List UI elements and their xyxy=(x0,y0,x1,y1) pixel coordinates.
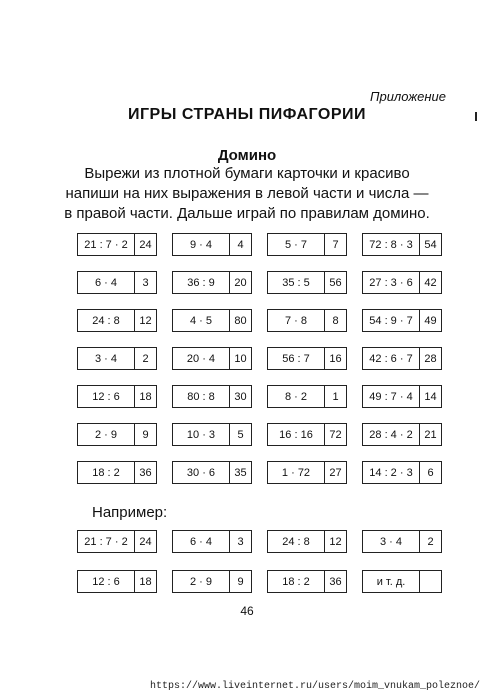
card-expression: 3 · 4 xyxy=(78,348,135,369)
card-number: 36 xyxy=(139,466,152,479)
domino-card xyxy=(77,309,157,332)
domino-card xyxy=(172,233,252,256)
card-number: 24 xyxy=(139,238,152,251)
card-number: 2 xyxy=(142,352,149,365)
card-expression: 16 : 16 xyxy=(268,424,325,445)
card-expression: 2 · 9 xyxy=(78,424,135,445)
card-number: 35 xyxy=(234,466,247,479)
card-number: 12 xyxy=(329,535,342,548)
card-expression: 12 : 6 xyxy=(78,386,135,407)
card-number: 36 xyxy=(329,575,342,588)
domino-card xyxy=(172,309,252,332)
domino-card xyxy=(172,461,252,484)
domino-card xyxy=(267,385,347,408)
card-expression: 21 : 7 · 2 xyxy=(78,234,135,255)
card-number: 24 xyxy=(139,535,152,548)
example-card xyxy=(267,570,347,593)
appendix-label: Приложение xyxy=(370,89,446,104)
card-number: 18 xyxy=(139,575,152,588)
card-expression: 7 · 8 xyxy=(268,310,325,331)
card-number: 9 xyxy=(142,428,149,441)
domino-card xyxy=(267,423,347,446)
card-expression: 24 : 8 xyxy=(78,310,135,331)
card-expression: 9 · 4 xyxy=(173,234,230,255)
card-number: 72 xyxy=(329,428,342,441)
card-expression: 20 · 4 xyxy=(173,348,230,369)
card-number: 54 xyxy=(424,238,437,251)
page-number: 46 xyxy=(240,604,254,618)
card-expression: 36 : 9 xyxy=(173,272,230,293)
example-card xyxy=(77,530,157,553)
card-number: 5 xyxy=(237,428,244,441)
domino-card xyxy=(267,309,347,332)
card-expression: 6 · 4 xyxy=(173,531,230,552)
card-number: 2 xyxy=(427,535,434,548)
instruction-line-3: в правой части. Дальше играй по правилам домино. xyxy=(64,205,430,222)
card-expression: 4 · 5 xyxy=(173,310,230,331)
card-number: 14 xyxy=(424,390,437,403)
card-number: 12 xyxy=(139,314,152,327)
edge-mark xyxy=(475,112,477,121)
domino-card xyxy=(362,385,442,408)
card-expression: 18 : 2 xyxy=(268,571,325,592)
domino-card xyxy=(362,309,442,332)
card-expression: 6 · 4 xyxy=(78,272,135,293)
card-number: 21 xyxy=(424,428,437,441)
card-expression: 54 : 9 · 7 xyxy=(363,310,420,331)
card-number: 28 xyxy=(424,352,437,365)
card-number: 6 xyxy=(427,466,434,479)
card-number: 1 xyxy=(332,390,339,403)
instruction-line-1: Вырежи из плотной бумаги карточки и красиво xyxy=(84,165,410,182)
section-title: Домино xyxy=(217,147,277,164)
card-number: 7 xyxy=(332,238,339,251)
example-card xyxy=(267,530,347,553)
card-number: 49 xyxy=(424,314,437,327)
card-expression: 1 · 72 xyxy=(268,462,325,483)
card-expression: 21 : 7 · 2 xyxy=(78,531,135,552)
card-expression: 8 · 2 xyxy=(268,386,325,407)
card-number: 18 xyxy=(139,390,152,403)
card-expression: 72 : 8 · 3 xyxy=(363,234,420,255)
card-expression: 2 · 9 xyxy=(173,571,230,592)
card-number: 8 xyxy=(332,314,339,327)
card-expression: 80 : 8 xyxy=(173,386,230,407)
domino-card xyxy=(77,233,157,256)
domino-card xyxy=(77,461,157,484)
domino-card xyxy=(77,423,157,446)
domino-card xyxy=(362,271,442,294)
domino-card xyxy=(267,271,347,294)
card-expression: 28 : 4 · 2 xyxy=(363,424,420,445)
card-expression: 5 · 7 xyxy=(268,234,325,255)
example-card xyxy=(77,570,157,593)
domino-card xyxy=(362,347,442,370)
domino-card xyxy=(77,271,157,294)
card-expression: 27 : 3 · 6 xyxy=(363,272,420,293)
domino-card xyxy=(172,423,252,446)
domino-card xyxy=(77,347,157,370)
card-number: 42 xyxy=(424,276,437,289)
card-expression: 24 : 8 xyxy=(268,531,325,552)
footer-url[interactable]: https://www.liveinternet.ru/users/moim_vnukam_poleznoe/ xyxy=(150,681,481,692)
domino-card xyxy=(172,347,252,370)
domino-card xyxy=(362,423,442,446)
card-number: 20 xyxy=(234,276,247,289)
example-card xyxy=(172,570,252,593)
page-title: ИГРЫ СТРАНЫ ПИФАГОРИИ xyxy=(127,106,367,123)
card-expression: 30 · 6 xyxy=(173,462,230,483)
domino-card xyxy=(77,385,157,408)
domino-card xyxy=(172,385,252,408)
card-expression: 42 : 6 · 7 xyxy=(363,348,420,369)
example-card xyxy=(172,530,252,553)
card-expression: 35 : 5 xyxy=(268,272,325,293)
card-number: 27 xyxy=(329,466,342,479)
card-number: 80 xyxy=(234,314,247,327)
card-number: 3 xyxy=(237,535,244,548)
card-number xyxy=(420,571,441,592)
example-card xyxy=(362,530,442,553)
card-number: 10 xyxy=(234,352,247,365)
domino-card xyxy=(267,461,347,484)
card-number: 9 xyxy=(237,575,244,588)
card-expression: 10 · 3 xyxy=(173,424,230,445)
card-number: 16 xyxy=(329,352,342,365)
card-number: 3 xyxy=(142,276,149,289)
domino-card xyxy=(267,233,347,256)
card-number: 30 xyxy=(234,390,247,403)
domino-card xyxy=(267,347,347,370)
domino-card xyxy=(172,271,252,294)
example-card xyxy=(362,570,442,593)
card-expression: 14 : 2 · 3 xyxy=(363,462,420,483)
card-expression: и т. д. xyxy=(363,571,420,592)
card-number: 4 xyxy=(237,238,244,251)
card-number: 56 xyxy=(329,276,342,289)
card-expression: 49 : 7 · 4 xyxy=(363,386,420,407)
domino-card xyxy=(362,461,442,484)
example-label: Например: xyxy=(92,504,168,521)
card-expression: 18 : 2 xyxy=(78,462,135,483)
instruction-line-2: напиши на них выражения в левой части и числа — xyxy=(65,185,429,202)
card-expression: 3 · 4 xyxy=(363,531,420,552)
card-expression: 12 : 6 xyxy=(78,571,135,592)
card-expression: 56 : 7 xyxy=(268,348,325,369)
domino-card xyxy=(362,233,442,256)
